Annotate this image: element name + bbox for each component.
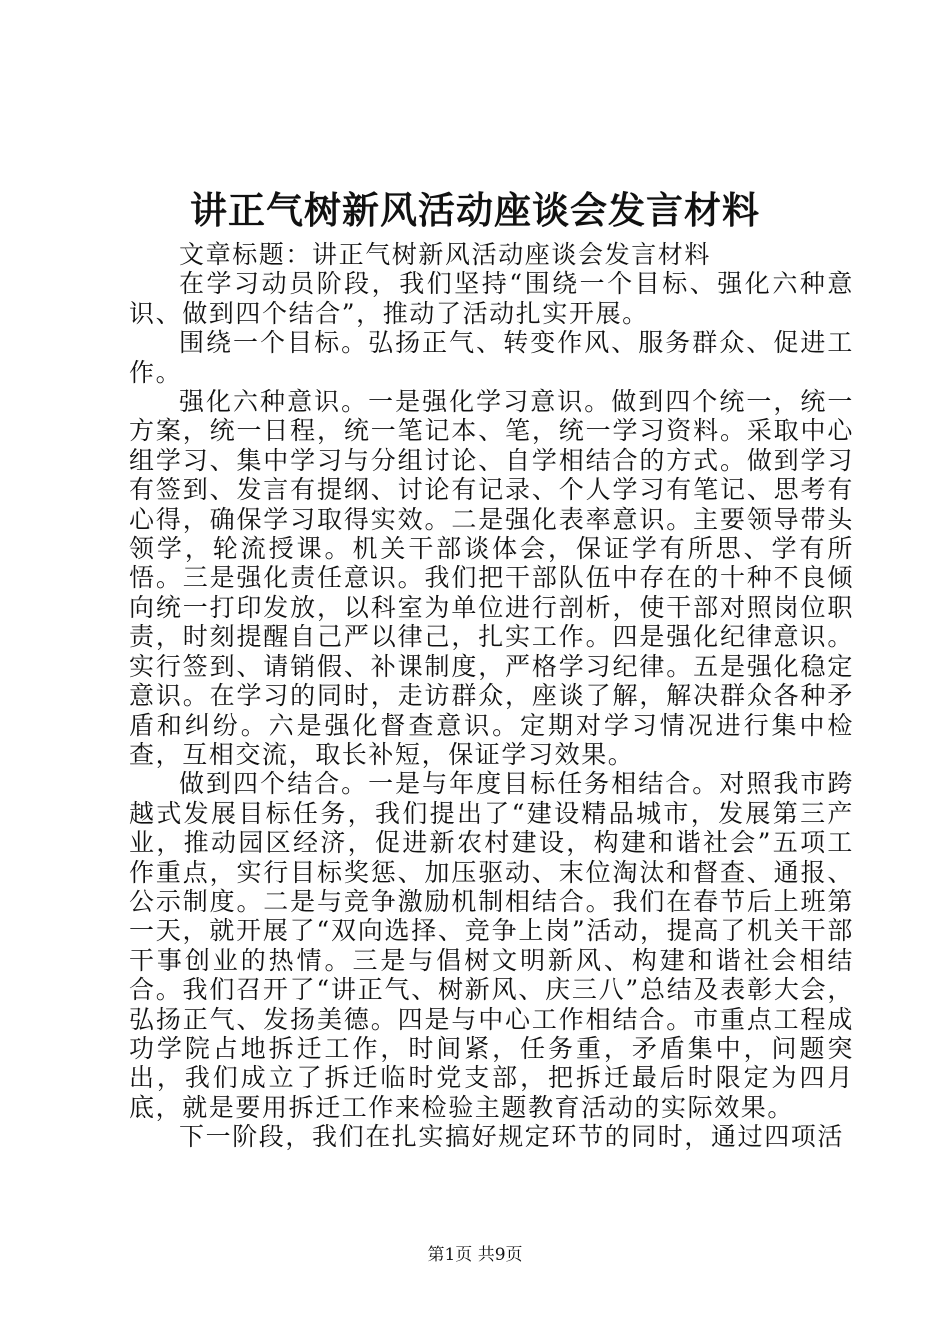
paragraph-one-goal: 围绕一个目标。弘扬正气、转变作风、服务群众、促进工作。 [129,328,854,387]
document-body [129,240,854,1152]
paragraph-intro: 在学习动员阶段，我们坚持“围绕一个目标、强化六种意识、做到四个结合”，推动了活动扎实开展。 [129,269,854,328]
paragraph-next-stage: 下一阶段，我们在扎实搞好规定环节的同时，通过四项活 [179,1122,845,1152]
paragraph-six-awareness: 强化六种意识。一是强化学习意识。做到四个统一，统一方案，统一日程，统一笔记本、笔，统一学习资料。采取中心组学习、集中学习与分组讨论、自学相结合的方式。做到学习有签到、发言有提纲、讨论有记录、个人学习有笔记、思考有心得，确保学习取得实效。二是强化表率意识。主要领导带头领学，轮流授课。机关干部谈体会，保证学有所思、学有所悟。三是强化责任意识。我们把干部队伍中存在的十种不良倾向统一打印发放，以科室为单位进行剖析，使干部对照岗位职责，时刻提醒自己严以律己，扎实工作。四是强化纪律意识。实行签到、请销假、补课制度，严格学习纪律。五是强化稳定意识。在学习的同时，走访群众，座谈了解，解决群众各种矛盾和纠纷。六是强化督查意识。定期对学习情况进行集中检查，互相交流，取长补短，保证学习效果。 [129,387,854,769]
document-title: 讲正气树新风活动座谈会发言材料 [190,188,760,232]
page-number-footer: 第1页 共9页 [427,1245,523,1265]
paragraph-article-title: 文章标题：讲正气树新风活动座谈会发言材料 [179,240,712,269]
paragraph-four-combinations: 做到四个结合。一是与年度目标任务相结合。对照我市跨越式发展目标任务，我们提出了“建设精品城市，发展第三产业，推动园区经济，促进新农村建设，构建和谐社会”五项工作重点，实行目标奖惩、加压驱动、末位淘汰和督查、通报、公示制度。二是与竞争激励机制相结合。我们在春节后上班第一天，就开展了“双向选择、竞争上岗”活动，提高了机关干部干事创业的热情。三是与倡树文明新风、构建和谐社会相结合。我们召开了“讲正气、树新风、庆三八”总结及表彰大会，弘扬正气、发扬美德。四是与中心工作相结合。市重点工程成功学院占地拆迁工作，时间紧，任务重，矛盾集中，问题突出，我们成立了拆迁临时党支部，把拆迁最后时限定为四月底，就是要用拆迁工作来检验主题教育活动的实际效果。 [129,769,854,1122]
